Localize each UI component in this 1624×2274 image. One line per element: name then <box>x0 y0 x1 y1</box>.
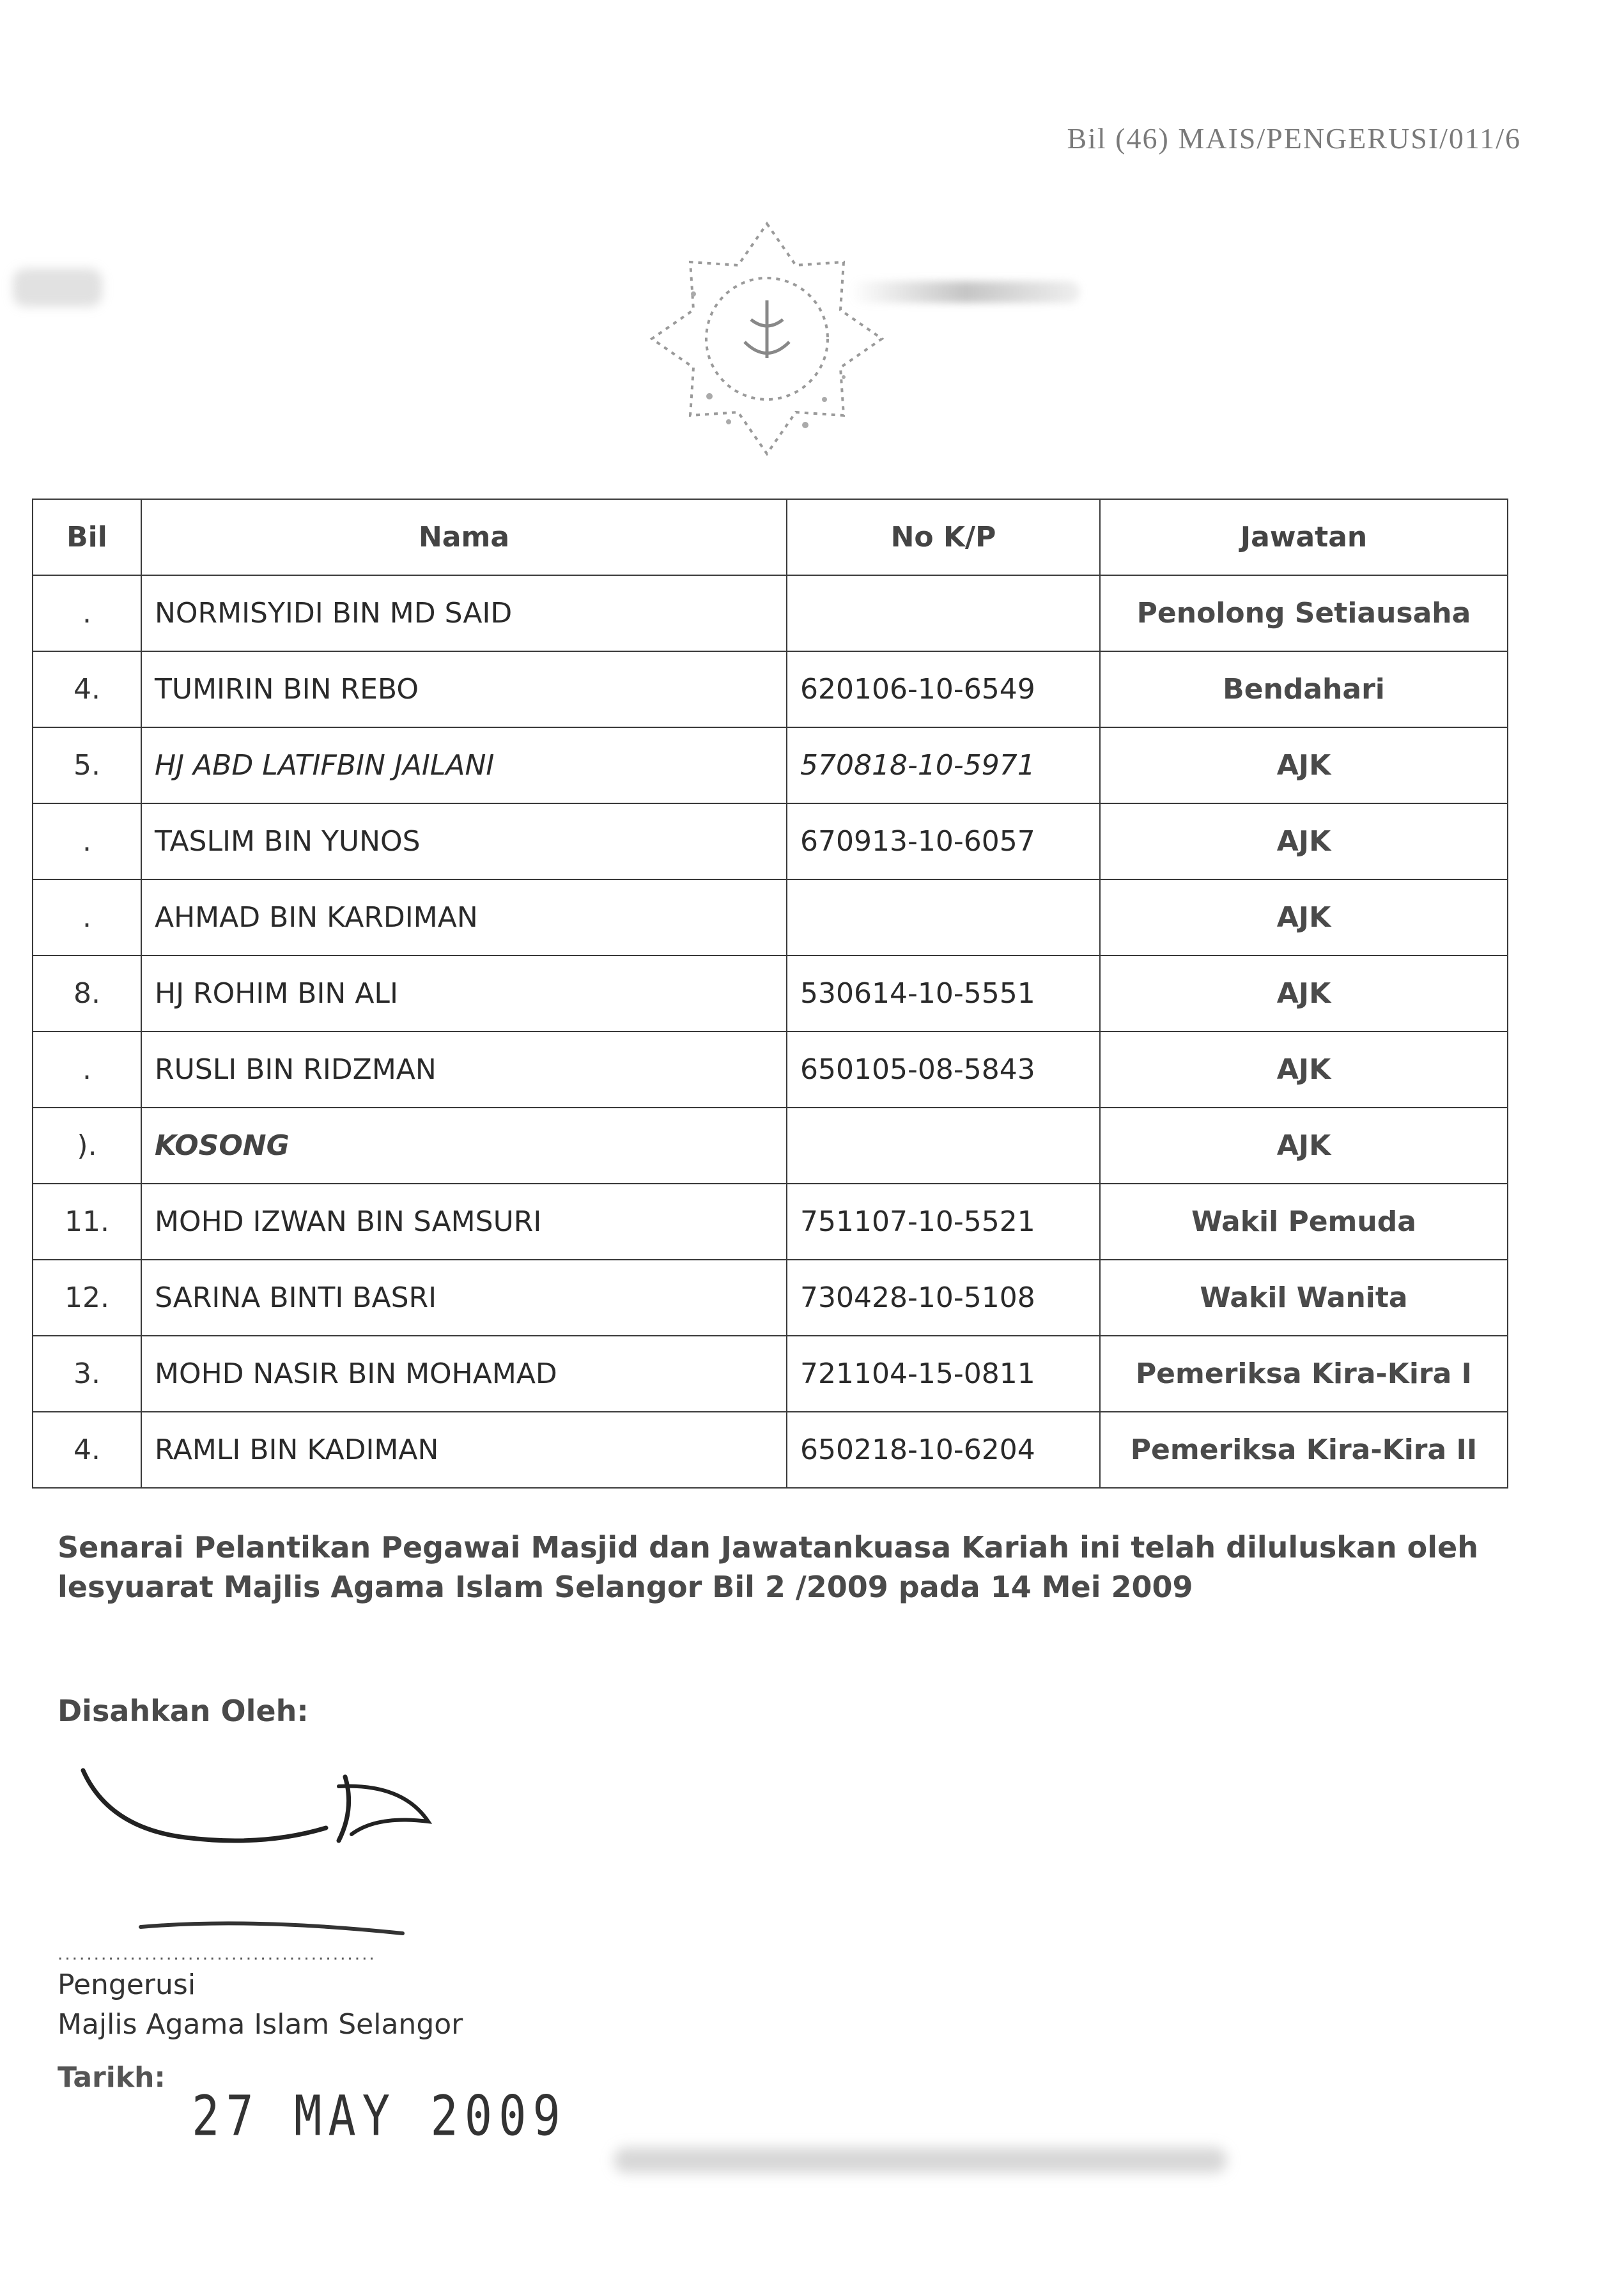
table-row <box>33 1032 1508 1108</box>
row-jawatan: AJK <box>1100 727 1508 803</box>
signatory-organization: Majlis Agama Islam Selangor <box>58 2008 463 2041</box>
signatory-block <box>58 1965 463 2045</box>
table-header-row <box>33 499 1508 575</box>
committee-table <box>32 499 1508 1489</box>
row-nama: RUSLI BIN RIDZMAN <box>141 1032 787 1108</box>
row-bil: . <box>33 803 141 879</box>
table-row <box>33 803 1508 879</box>
row-kp: 570818-10-5971 <box>787 727 1100 803</box>
table-row <box>33 575 1508 651</box>
reference-number: Bil (46) MAIS/PENGERUSI/011/6 <box>1067 122 1521 155</box>
row-nama: HJ ABD LATIFBIN JAILANI <box>141 727 787 803</box>
date-stamp: 27 MAY 2009 <box>192 2084 567 2148</box>
row-nama: MOHD NASIR BIN MOHAMAD <box>141 1336 787 1412</box>
row-nama: TASLIM BIN YUNOS <box>141 803 787 879</box>
signature-image <box>70 1751 479 1956</box>
row-jawatan: AJK <box>1100 879 1508 955</box>
table-row <box>33 1260 1508 1336</box>
approval-statement <box>58 1528 1515 1607</box>
redacted-footer <box>614 2147 1227 2173</box>
approval-line-2: lesyuarat Majlis Agama Islam Selangor Bil 2 /2009 pada 14 Mei 2009 <box>58 1570 1193 1604</box>
table-row <box>33 1184 1508 1260</box>
row-bil: . <box>33 879 141 955</box>
row-kp <box>787 1108 1100 1184</box>
row-bil: 4. <box>33 1412 141 1488</box>
row-jawatan: Penolong Setiausaha <box>1100 575 1508 651</box>
approval-line-1: Senarai Pelantikan Pegawai Masjid dan Jawatankuasa Kariah ini telah diluluskan oleh <box>58 1530 1478 1565</box>
signature-line: ............................................ <box>58 1943 376 1964</box>
row-nama: SARINA BINTI BASRI <box>141 1260 787 1336</box>
row-nama: MOHD IZWAN BIN SAMSURI <box>141 1184 787 1260</box>
row-bil: . <box>33 1032 141 1108</box>
table-row <box>33 1336 1508 1412</box>
row-bil: 5. <box>33 727 141 803</box>
table-row <box>33 879 1508 955</box>
row-kp: 650218-10-6204 <box>787 1412 1100 1488</box>
row-kp: 650105-08-5843 <box>787 1032 1100 1108</box>
table-row <box>33 727 1508 803</box>
row-jawatan: Bendahari <box>1100 651 1508 727</box>
row-nama: RAMLI BIN KADIMAN <box>141 1412 787 1488</box>
row-kp: 751107-10-5521 <box>787 1184 1100 1260</box>
date-label: Tarikh: <box>58 2061 166 2094</box>
row-kp: 530614-10-5551 <box>787 955 1100 1032</box>
signatory-title: Pengerusi <box>58 1968 196 2001</box>
row-kp: 730428-10-5108 <box>787 1260 1100 1336</box>
row-bil: 8. <box>33 955 141 1032</box>
row-jawatan: AJK <box>1100 955 1508 1032</box>
row-jawatan: Pemeriksa Kira-Kira II <box>1100 1412 1508 1488</box>
row-bil: 11. <box>33 1184 141 1260</box>
row-kp <box>787 879 1100 955</box>
scan-smudge <box>13 268 102 307</box>
header-jawatan: Jawatan <box>1100 499 1508 575</box>
row-bil: 3. <box>33 1336 141 1412</box>
table-row <box>33 955 1508 1032</box>
header-bil: Bil <box>33 499 141 575</box>
row-nama: NORMISYIDI BIN MD SAID <box>141 575 787 651</box>
table-row <box>33 651 1508 727</box>
certified-by-label: Disahkan Oleh: <box>58 1694 309 1728</box>
row-bil: 12. <box>33 1260 141 1336</box>
row-kp <box>787 575 1100 651</box>
row-jawatan: Wakil Wanita <box>1100 1260 1508 1336</box>
row-jawatan: AJK <box>1100 803 1508 879</box>
row-jawatan: Pemeriksa Kira-Kira I <box>1100 1336 1508 1412</box>
row-nama: KOSONG <box>141 1108 787 1184</box>
row-nama: TUMIRIN BIN REBO <box>141 651 787 727</box>
table-row <box>33 1108 1508 1184</box>
table-row <box>33 1412 1508 1488</box>
header-nama: Nama <box>141 499 787 575</box>
row-jawatan: AJK <box>1100 1032 1508 1108</box>
row-nama: HJ ROHIM BIN ALI <box>141 955 787 1032</box>
header-kp: No K/P <box>787 499 1100 575</box>
row-kp: 620106-10-6549 <box>787 651 1100 727</box>
row-kp: 670913-10-6057 <box>787 803 1100 879</box>
emblem-icon <box>633 205 901 473</box>
row-kp: 721104-15-0811 <box>787 1336 1100 1412</box>
row-bil: . <box>33 575 141 651</box>
row-nama: AHMAD BIN KARDIMAN <box>141 879 787 955</box>
redacted-text <box>850 281 1080 303</box>
row-jawatan: Wakil Pemuda <box>1100 1184 1508 1260</box>
row-bil: 4. <box>33 651 141 727</box>
row-jawatan: AJK <box>1100 1108 1508 1184</box>
row-bil: ). <box>33 1108 141 1184</box>
